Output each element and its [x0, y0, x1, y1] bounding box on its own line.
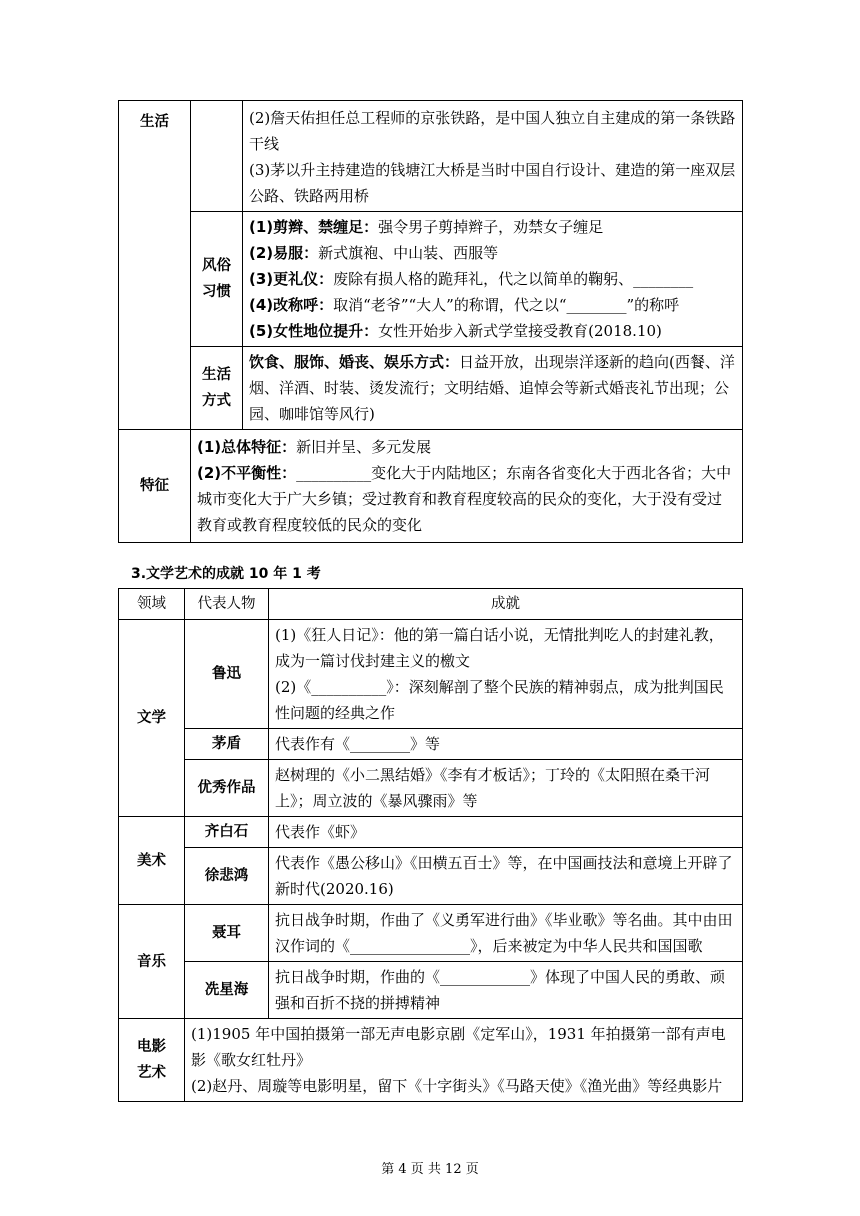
life-content	[243, 101, 743, 212]
item-text: 取消“老爷”“大人”的称谓，代之以“________”的称呼	[333, 296, 680, 314]
list-item	[197, 434, 736, 460]
item-text: 新旧并呈、多元发展	[296, 438, 432, 456]
person-qi: 齐白石	[185, 817, 269, 848]
field-art: 美术	[119, 817, 185, 905]
achievement-cell: 代表作有《________》等	[269, 729, 743, 760]
category-life: 生活	[119, 101, 191, 430]
customs-label	[191, 212, 243, 347]
item-text: 废除有损人格的跪拜礼，代之以简单的鞠躬、________	[333, 270, 694, 288]
person-xian: 冼星海	[185, 962, 269, 1019]
features-content	[191, 430, 743, 543]
list-item	[249, 292, 736, 318]
lifestyle-label-text: 生活方式	[202, 367, 231, 409]
section-title: 3.文学艺术的成就 10 年 1 考	[131, 566, 321, 582]
table-row	[119, 760, 743, 817]
person-nie: 聂耳	[185, 905, 269, 962]
lifestyle-label	[191, 347, 243, 430]
lifestyle-content	[243, 347, 743, 430]
social-life-table	[118, 100, 743, 543]
table-row	[119, 347, 743, 430]
empty-cell	[191, 101, 243, 212]
item-text: 女性开始步入新式学堂接受教育(2018.10)	[378, 322, 662, 340]
list-item	[197, 460, 736, 538]
table-row	[119, 905, 743, 962]
header-person: 代表人物	[185, 589, 269, 620]
literature-art-table	[118, 588, 743, 1102]
header-achievement: 成就	[269, 589, 743, 620]
page-footer: 第 4 页 共 12 页	[381, 1162, 479, 1177]
life-line-2: (2)詹天佑担任总工程师的京张铁路，是中国人独立自主建成的第一条铁路干线	[249, 109, 736, 153]
achievement-cell	[269, 620, 743, 729]
life-line-3: (3)茅以升主持建造的钱塘江大桥是当时中国自行设计、建造的第一座双层公路、铁路两用桥	[249, 161, 736, 205]
item-text: 日益开放，出现崇洋逐新的趋向(西餐、洋烟、洋酒、时装、烫发流行；文明结婚、追悼会等新式婚丧礼节出现；公园、咖啡馆等风行)	[249, 353, 735, 423]
field-film	[119, 1019, 185, 1102]
list-item	[249, 266, 736, 292]
table-header-row	[119, 589, 743, 620]
list-item	[249, 214, 736, 240]
table-row	[119, 1019, 743, 1102]
item-heading: 饮食、服饰、婚丧、娱乐方式：	[249, 353, 460, 371]
item-heading: (2)不平衡性：	[197, 464, 297, 482]
field-film-text: 电影艺术	[137, 1039, 166, 1081]
list-item	[249, 318, 736, 344]
table-row	[119, 101, 743, 212]
item-heading: (4)改称呼：	[249, 296, 334, 314]
achievement-line: (2)《__________》：深刻解剖了整个民族的精神弱点，成为批判国民性问题的经典之作	[275, 678, 724, 722]
achievement-cell: 抗日战争时期，作曲的《____________》体现了中国人民的勇敢、顽强和百折不挠的拼搏精神	[269, 962, 743, 1019]
features-label: 特征	[119, 430, 191, 543]
item-text: 新式旗袍、中山装、西服等	[318, 244, 499, 262]
achievement-cell: 抗日战争时期，作曲了《义勇军进行曲》《毕业歌》等名曲。其中由田汉作词的《________________》，后来被定为中华人民共和国国歌	[269, 905, 743, 962]
field-literature: 文学	[119, 620, 185, 817]
item-text: 强令男子剪掉辫子，劝禁女子缠足	[378, 218, 604, 236]
achievement-line: (1)《狂人日记》：他的第一篇白话小说，无情批判吃人的封建礼教，成为一篇讨伐封建主义的檄文	[275, 626, 724, 670]
item-heading: (5)女性地位提升：	[249, 322, 379, 340]
table-row	[119, 620, 743, 729]
table-row	[119, 962, 743, 1019]
customs-content	[243, 212, 743, 347]
item-text: __________变化大于内陆地区；东南各省变化大于西北各省；大中城市变化大于广大乡镇；受过教育和教育程度较高的民众的变化，大于没有受过教育或教育程度较低的民众的变化	[197, 464, 732, 534]
person-luxun: 鲁迅	[185, 620, 269, 729]
achievement-line: (1)1905 年中国拍摄第一部无声电影京剧《定军山》，1931 年拍摄第一部有声电影《歌女红牡丹》	[191, 1025, 726, 1069]
list-item	[249, 240, 736, 266]
header-field: 领域	[119, 589, 185, 620]
film-content	[185, 1019, 743, 1102]
table-row	[119, 430, 743, 543]
item-heading: (1)总体特征：	[197, 438, 297, 456]
achievement-line: (2)赵丹、周璇等电影明星，留下《十字街头》《马路天使》《渔光曲》等经典影片	[191, 1077, 723, 1095]
table-row	[119, 817, 743, 848]
field-music: 音乐	[119, 905, 185, 1019]
achievement-cell: 代表作《虾》	[269, 817, 743, 848]
achievement-cell: 赵树理的《小二黑结婚》《李有才板话》；丁玲的《太阳照在桑干河上》；周立波的《暴风骤雨》等	[269, 760, 743, 817]
table-row	[119, 848, 743, 905]
table-row	[119, 729, 743, 760]
item-heading: (3)更礼仪：	[249, 270, 334, 288]
item-heading: (2)易服：	[249, 244, 319, 262]
table-row	[119, 212, 743, 347]
item-heading: (1)剪辫、禁缠足：	[249, 218, 379, 236]
person-works: 优秀作品	[185, 760, 269, 817]
customs-label-text: 风俗习惯	[202, 258, 231, 300]
person-xu: 徐悲鸿	[185, 848, 269, 905]
achievement-cell: 代表作《愚公移山》《田横五百士》等，在中国画技法和意境上开辟了新时代(2020.16)	[269, 848, 743, 905]
person-maodun: 茅盾	[185, 729, 269, 760]
